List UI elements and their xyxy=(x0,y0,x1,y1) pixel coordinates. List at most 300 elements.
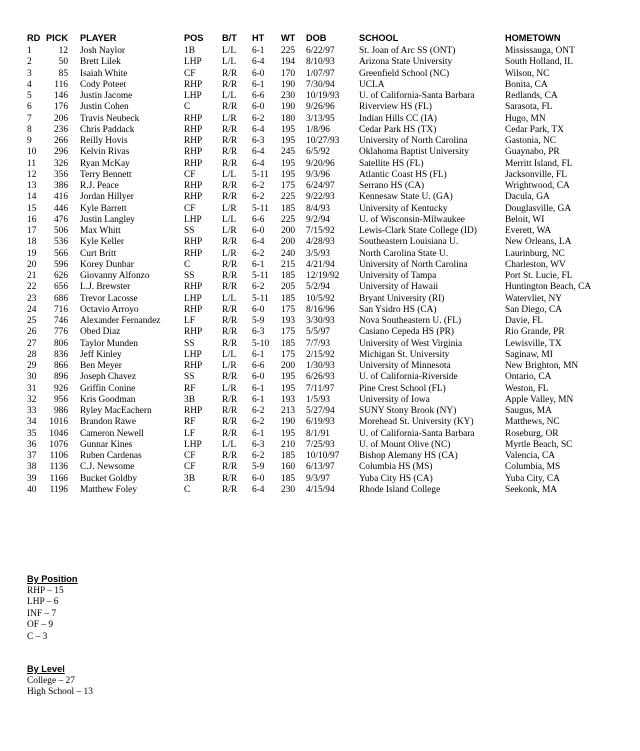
cell-pos: RHP xyxy=(184,136,203,146)
cell-ht: 6-0 xyxy=(252,473,265,484)
cell-wt: 195 xyxy=(281,136,296,146)
table-row xyxy=(27,327,613,338)
cell-hometown: Dacula, GA xyxy=(505,192,550,203)
cell-rd: 12 xyxy=(27,169,37,180)
table-row xyxy=(27,271,613,282)
cell-ht: 5-11 xyxy=(252,271,269,281)
cell-spacer xyxy=(68,204,80,215)
cell-wt: 190 xyxy=(281,102,296,113)
cell-hometown: Guaynabo, PR xyxy=(505,147,560,158)
cell-ht: 6-0 xyxy=(252,226,265,236)
cell-dob: 10/10/97 xyxy=(306,451,340,461)
cell-bt: R/R xyxy=(222,484,238,495)
cell-pos: RHP xyxy=(184,248,203,259)
cell-pick: 1166 xyxy=(49,473,68,484)
table-row xyxy=(27,384,613,395)
cell-pick: 626 xyxy=(53,271,68,281)
cell-player: Brett Lilek xyxy=(80,57,121,68)
cell-pos: SS xyxy=(184,338,195,349)
cell-rd: 7 xyxy=(27,113,32,124)
cell-pos: C xyxy=(184,484,191,495)
by-level-section xyxy=(27,664,93,699)
cell-ht: 6-6 xyxy=(252,91,265,101)
cell-bt: R/R xyxy=(222,316,238,326)
cell-spacer xyxy=(68,440,80,451)
cell-hometown: Lewisville, TX xyxy=(505,338,562,349)
cell-bt: R/R xyxy=(222,192,238,203)
cell-ht: 6-2 xyxy=(252,113,265,124)
cell-hometown: Rio Grande, PR xyxy=(505,327,565,338)
cell-pick: 1016 xyxy=(49,417,68,428)
cell-dob: 5/27/94 xyxy=(306,406,335,416)
cell-player: Bucket Goldby xyxy=(80,473,138,484)
cell-ht: 6-0 xyxy=(252,372,265,383)
cell-pos: CF xyxy=(184,451,196,461)
cell-wt: 175 xyxy=(281,327,296,338)
cell-player: Joseph Chavez xyxy=(80,372,136,383)
cell-rd: 16 xyxy=(27,214,37,225)
cell-rd: 32 xyxy=(27,394,37,405)
cell-bt: R/R xyxy=(222,428,238,439)
cell-pos: SS xyxy=(184,226,195,236)
cell-pos: RHP xyxy=(184,113,203,124)
cell-rd: 11 xyxy=(27,158,37,169)
cell-dob: 6/5/92 xyxy=(306,147,330,158)
cell-dob: 3/5/93 xyxy=(306,248,330,259)
cell-rd: 2 xyxy=(27,57,32,68)
cell-hometown: Beloit, WI xyxy=(505,214,545,225)
cell-pos: RHP xyxy=(184,406,203,416)
cell-pick: 416 xyxy=(53,192,68,203)
cell-ht: 6-1 xyxy=(252,394,265,405)
table-row xyxy=(27,159,613,170)
cell-player: Ryan McKay xyxy=(80,158,130,169)
cell-dob: 3/30/93 xyxy=(306,316,335,326)
cell-pos: RHP xyxy=(184,79,203,90)
cell-spacer xyxy=(68,406,80,417)
cell-player: Kris Goodman xyxy=(80,394,136,405)
cell-pick: 716 xyxy=(53,304,68,315)
cell-pos: LF xyxy=(184,428,195,439)
cell-bt: L/L xyxy=(222,214,237,225)
cell-school: University of Iowa xyxy=(359,394,430,405)
cell-ht: 6-2 xyxy=(252,181,265,191)
cell-rd: 6 xyxy=(27,102,32,113)
cell-bt: R/R xyxy=(222,462,238,473)
cell-player: Obed Diaz xyxy=(80,327,121,338)
cell-pick: 1076 xyxy=(49,439,68,450)
cell-pos: RHP xyxy=(184,181,203,191)
cell-hometown: Gastonia, NC xyxy=(505,136,557,146)
cell-hometown: Seekonk, MA xyxy=(505,484,558,495)
cell-bt: L/L xyxy=(222,349,237,360)
cell-wt: 185 xyxy=(281,271,296,281)
cell-rd: 38 xyxy=(27,462,37,473)
col-header-wt: WT xyxy=(281,33,296,44)
cell-rd: 22 xyxy=(27,282,37,293)
cell-spacer xyxy=(68,485,80,496)
cell-school: Bishop Alemany HS (CA) xyxy=(359,451,458,461)
table-row xyxy=(27,350,613,361)
col-header-bt: B/T xyxy=(222,33,237,44)
cell-rd: 25 xyxy=(27,316,37,326)
cell-pos: SS xyxy=(184,271,195,281)
cell-player: Josh Naylor xyxy=(80,46,126,56)
cell-pos: C xyxy=(184,102,191,113)
cell-spacer xyxy=(68,91,80,102)
cell-dob: 6/13/97 xyxy=(306,462,335,473)
cell-pick: 776 xyxy=(53,327,68,338)
cell-hometown: Bonita, CA xyxy=(505,79,548,90)
cell-school: Pine Crest School (FL) xyxy=(359,383,446,394)
cell-player: Cody Poteet xyxy=(80,79,127,90)
by-position-heading: By Position xyxy=(27,574,78,584)
cell-pos: RHP xyxy=(184,147,203,158)
cell-ht: 6-0 xyxy=(252,304,265,315)
cell-pos: RHP xyxy=(184,158,203,169)
cell-hometown: Matthews, NC xyxy=(505,417,560,428)
cell-pos: SS xyxy=(184,372,195,383)
cell-school: Atlantic Coast HS (FL) xyxy=(359,169,447,180)
cell-wt: 205 xyxy=(281,282,296,293)
cell-spacer xyxy=(68,57,80,68)
cell-pick: 446 xyxy=(53,203,68,214)
col-header-rd: RD xyxy=(27,33,41,44)
cell-hometown: Valencia, CA xyxy=(505,451,555,461)
cell-pick: 956 xyxy=(53,394,68,405)
cell-player: Matthew Foley xyxy=(80,484,138,495)
cell-spacer xyxy=(68,361,80,372)
cell-dob: 10/19/93 xyxy=(306,91,340,101)
cell-bt: L/L xyxy=(222,169,237,180)
cell-wt: 230 xyxy=(281,91,296,101)
cell-dob: 9/20/96 xyxy=(306,158,335,169)
cell-pick: 356 xyxy=(53,169,68,180)
cell-rd: 39 xyxy=(27,473,37,484)
cell-player: Giovanny Alfonzo xyxy=(80,271,150,281)
cell-pos: RF xyxy=(184,417,196,428)
cell-ht: 6-4 xyxy=(252,237,265,248)
table-row xyxy=(27,136,613,147)
cell-school: Lewis-Clark State College (ID) xyxy=(359,226,477,236)
table-row xyxy=(27,80,613,91)
cell-hometown: Merritt Island, FL xyxy=(505,158,573,169)
cell-pick: 85 xyxy=(58,68,68,79)
cell-wt: 194 xyxy=(281,57,296,68)
cell-bt: R/R xyxy=(222,102,238,113)
cell-rd: 4 xyxy=(27,79,32,90)
cell-hometown: Port St. Lucie, FL xyxy=(505,271,573,281)
cell-rd: 1 xyxy=(27,46,32,56)
cell-bt: R/R xyxy=(222,473,238,484)
cell-pick: 566 xyxy=(53,248,68,259)
table-row xyxy=(27,395,613,406)
cell-hometown: Cedar Park, TX xyxy=(505,124,564,135)
cell-school: St. Joan of Arc SS (ONT) xyxy=(359,46,456,56)
cell-hometown: Columbia, MS xyxy=(505,462,561,473)
cell-ht: 6-3 xyxy=(252,439,265,450)
col-header-dob: DOB xyxy=(306,33,327,44)
col-header-pick: PICK xyxy=(46,33,68,44)
cell-ht: 6-1 xyxy=(252,259,265,270)
cell-dob: 5/5/97 xyxy=(306,327,330,338)
cell-pos: CF xyxy=(184,169,196,180)
cell-pick: 1106 xyxy=(49,451,68,461)
cell-school: Oklahoma Baptist University xyxy=(359,147,469,158)
cell-bt: R/R xyxy=(222,394,238,405)
cell-school: Bryant University (RI) xyxy=(359,293,445,304)
cell-spacer xyxy=(68,237,80,248)
cell-dob: 7/7/93 xyxy=(306,338,330,349)
cell-rd: 18 xyxy=(27,237,37,248)
table-row xyxy=(27,462,613,473)
cell-ht: 6-0 xyxy=(252,68,265,79)
table-row xyxy=(27,429,613,440)
cell-spacer xyxy=(68,395,80,406)
cell-wt: 195 xyxy=(281,428,296,439)
cell-rd: 27 xyxy=(27,338,37,349)
cell-school: San Ysidro HS (CA) xyxy=(359,304,437,315)
cell-bt: R/R xyxy=(222,327,238,338)
cell-dob: 7/15/92 xyxy=(306,226,335,236)
table-row xyxy=(27,226,613,237)
cell-dob: 6/22/97 xyxy=(306,46,335,56)
cell-dob: 6/19/93 xyxy=(306,417,335,428)
cell-player: Max Whitt xyxy=(80,226,121,236)
cell-pick: 746 xyxy=(53,316,68,326)
cell-spacer xyxy=(68,429,80,440)
cell-spacer xyxy=(68,102,80,113)
cell-spacer xyxy=(68,474,80,485)
cell-bt: R/R xyxy=(222,124,238,135)
cell-bt: L/L xyxy=(222,439,237,450)
cell-school: UCLA xyxy=(359,79,385,90)
table-body xyxy=(27,46,613,496)
cell-rd: 17 xyxy=(27,226,37,236)
cell-bt: R/R xyxy=(222,68,238,79)
cell-pick: 476 xyxy=(53,214,68,225)
cell-spacer xyxy=(68,305,80,316)
by-position-line: OF – 9 xyxy=(27,620,54,631)
cell-school: U. of California-Riverside xyxy=(359,372,458,383)
cell-rd: 31 xyxy=(27,383,37,394)
table-row xyxy=(27,114,613,125)
cell-school: University of Minnesota xyxy=(359,361,451,371)
by-level-line: High School – 13 xyxy=(27,687,93,698)
col-header-pos: POS xyxy=(184,33,204,44)
cell-player: Ruben Cardenas xyxy=(80,451,142,461)
table-row xyxy=(27,170,613,181)
cell-spacer xyxy=(68,159,80,170)
cell-ht: 6-6 xyxy=(252,361,265,371)
cell-pos: RHP xyxy=(184,361,203,371)
cell-pick: 116 xyxy=(54,79,68,90)
cell-pos: LHP xyxy=(184,439,202,450)
cell-player: R.J. Peace xyxy=(80,181,119,191)
cell-ht: 5-11 xyxy=(252,293,269,304)
cell-school: Riverview HS (FL) xyxy=(359,102,432,113)
cell-pick: 1046 xyxy=(49,428,68,439)
cell-pick: 236 xyxy=(53,124,68,135)
cell-pick: 656 xyxy=(53,282,68,293)
cell-ht: 6-1 xyxy=(252,46,265,56)
by-position-line: LHP – 6 xyxy=(27,597,59,608)
by-position-section xyxy=(27,574,78,644)
cell-rd: 20 xyxy=(27,259,37,270)
cell-hometown: Yuba City, CA xyxy=(505,473,560,484)
cell-pick: 146 xyxy=(53,91,68,101)
cell-spacer xyxy=(68,226,80,237)
cell-school: Greenfield School (NC) xyxy=(359,68,450,79)
cell-pick: 506 xyxy=(53,226,68,236)
cell-dob: 5/2/94 xyxy=(306,282,330,293)
cell-bt: R/R xyxy=(222,372,238,383)
cell-hometown: Sarasota, FL xyxy=(505,102,553,113)
cell-school: University of North Carolina xyxy=(359,136,468,146)
cell-dob: 8/1/91 xyxy=(306,428,330,439)
cell-wt: 225 xyxy=(281,192,296,203)
cell-rd: 28 xyxy=(27,349,37,360)
cell-dob: 10/27/93 xyxy=(306,136,340,146)
cell-player: Kyle Keller xyxy=(80,237,124,248)
cell-hometown: Huntington Beach, CA xyxy=(505,282,592,293)
cell-dob: 3/13/95 xyxy=(306,113,335,124)
table-row xyxy=(27,102,613,113)
table-row xyxy=(27,305,613,316)
cell-bt: L/L xyxy=(222,57,237,68)
cell-wt: 175 xyxy=(281,349,296,360)
cell-dob: 8/16/96 xyxy=(306,304,335,315)
cell-pos: RHP xyxy=(184,327,203,338)
cell-wt: 195 xyxy=(281,124,296,135)
table-row xyxy=(27,181,613,192)
cell-dob: 1/8/96 xyxy=(306,124,330,135)
cell-bt: R/R xyxy=(222,282,238,293)
cell-rd: 10 xyxy=(27,147,37,158)
cell-player: Jordan Hillyer xyxy=(80,192,134,203)
cell-pick: 896 xyxy=(53,372,68,383)
cell-ht: 6-3 xyxy=(252,136,265,146)
cell-player: C.J. Newsome xyxy=(80,462,135,473)
cell-dob: 6/26/93 xyxy=(306,372,335,383)
cell-pos: 3B xyxy=(184,394,195,405)
cell-pos: RHP xyxy=(184,282,203,293)
cell-hometown: Myrtle Beach, SC xyxy=(505,439,573,450)
cell-player: Griffin Conine xyxy=(80,383,136,394)
table-row xyxy=(27,57,613,68)
cell-rd: 13 xyxy=(27,181,37,191)
cell-ht: 6-2 xyxy=(252,192,265,203)
table-row xyxy=(27,339,613,350)
cell-player: Kelvin Rivas xyxy=(80,147,130,158)
cell-hometown: Mississauga, ONT xyxy=(505,46,575,56)
table-row xyxy=(27,361,613,372)
cell-ht: 6-3 xyxy=(252,327,265,338)
cell-wt: 193 xyxy=(281,394,296,405)
cell-rd: 15 xyxy=(27,203,37,214)
cell-bt: R/R xyxy=(222,259,238,270)
cell-wt: 185 xyxy=(281,203,296,214)
cell-ht: 6-2 xyxy=(252,417,265,428)
table-row xyxy=(27,372,613,383)
cell-spacer xyxy=(68,125,80,136)
cell-dob: 8/4/93 xyxy=(306,203,330,214)
cell-pos: LHP xyxy=(184,57,202,68)
cell-player: Ben Meyer xyxy=(80,361,122,371)
cell-dob: 1/5/93 xyxy=(306,394,330,405)
cell-bt: R/R xyxy=(222,304,238,315)
cell-bt: R/R xyxy=(222,237,238,248)
cell-player: Taylor Munden xyxy=(80,338,138,349)
cell-pick: 806 xyxy=(53,338,68,349)
table-row xyxy=(27,294,613,305)
cell-pos: 3B xyxy=(184,473,195,484)
cell-wt: 180 xyxy=(281,113,296,124)
cell-rd: 19 xyxy=(27,248,37,259)
cell-hometown: Saginaw, MI xyxy=(505,349,553,360)
cell-dob: 7/30/94 xyxy=(306,79,335,90)
cell-school: Southeastern Louisiana U. xyxy=(359,237,459,248)
cell-rd: 35 xyxy=(27,428,37,439)
cell-player: Cameron Newell xyxy=(80,428,144,439)
cell-wt: 195 xyxy=(281,158,296,169)
cell-wt: 213 xyxy=(281,406,296,416)
cell-rd: 24 xyxy=(27,304,37,315)
cell-school: Columbia HS (MS) xyxy=(359,462,433,473)
cell-hometown: Apple Valley, MN xyxy=(505,394,574,405)
col-spacer xyxy=(68,33,80,46)
cell-school: North Carolina State U. xyxy=(359,248,449,259)
cell-school: Satellite HS (FL) xyxy=(359,158,424,169)
cell-school: Michigan St. University xyxy=(359,349,450,360)
by-level-line: College – 27 xyxy=(27,675,75,686)
cell-pos: CF xyxy=(184,462,196,473)
cell-wt: 193 xyxy=(281,316,296,326)
cell-bt: R/R xyxy=(222,136,238,146)
cell-dob: 9/3/97 xyxy=(306,473,330,484)
cell-pos: LF xyxy=(184,316,195,326)
cell-wt: 200 xyxy=(281,226,296,236)
cell-spacer xyxy=(68,181,80,192)
cell-bt: R/R xyxy=(222,406,238,416)
table-row xyxy=(27,485,613,496)
table-row xyxy=(27,282,613,293)
cell-bt: L/R xyxy=(222,203,237,214)
table-row xyxy=(27,440,613,451)
cell-hometown: South Holland, IL xyxy=(505,57,573,68)
cell-pos: CF xyxy=(184,203,196,214)
cell-hometown: Douglasville, GA xyxy=(505,203,572,214)
cell-player: Isaiah White xyxy=(80,68,128,79)
cell-rd: 5 xyxy=(27,91,32,101)
cell-ht: 5-9 xyxy=(252,316,265,326)
cell-bt: L/R xyxy=(222,113,237,124)
cell-hometown: New Brighton, MN xyxy=(505,361,579,371)
cell-pick: 596 xyxy=(53,259,68,270)
by-position-line: INF – 7 xyxy=(27,608,57,619)
cell-pick: 926 xyxy=(53,383,68,394)
cell-pos: RHP xyxy=(184,304,203,315)
cell-spacer xyxy=(68,249,80,260)
cell-dob: 6/24/97 xyxy=(306,181,335,191)
table-row xyxy=(27,91,613,102)
cell-dob: 4/21/94 xyxy=(306,259,335,270)
cell-school: Serrano HS (CA) xyxy=(359,181,425,191)
cell-player: Jeff Kinley xyxy=(80,349,122,360)
table-row xyxy=(27,474,613,485)
table-row xyxy=(27,69,613,80)
cell-spacer xyxy=(68,339,80,350)
